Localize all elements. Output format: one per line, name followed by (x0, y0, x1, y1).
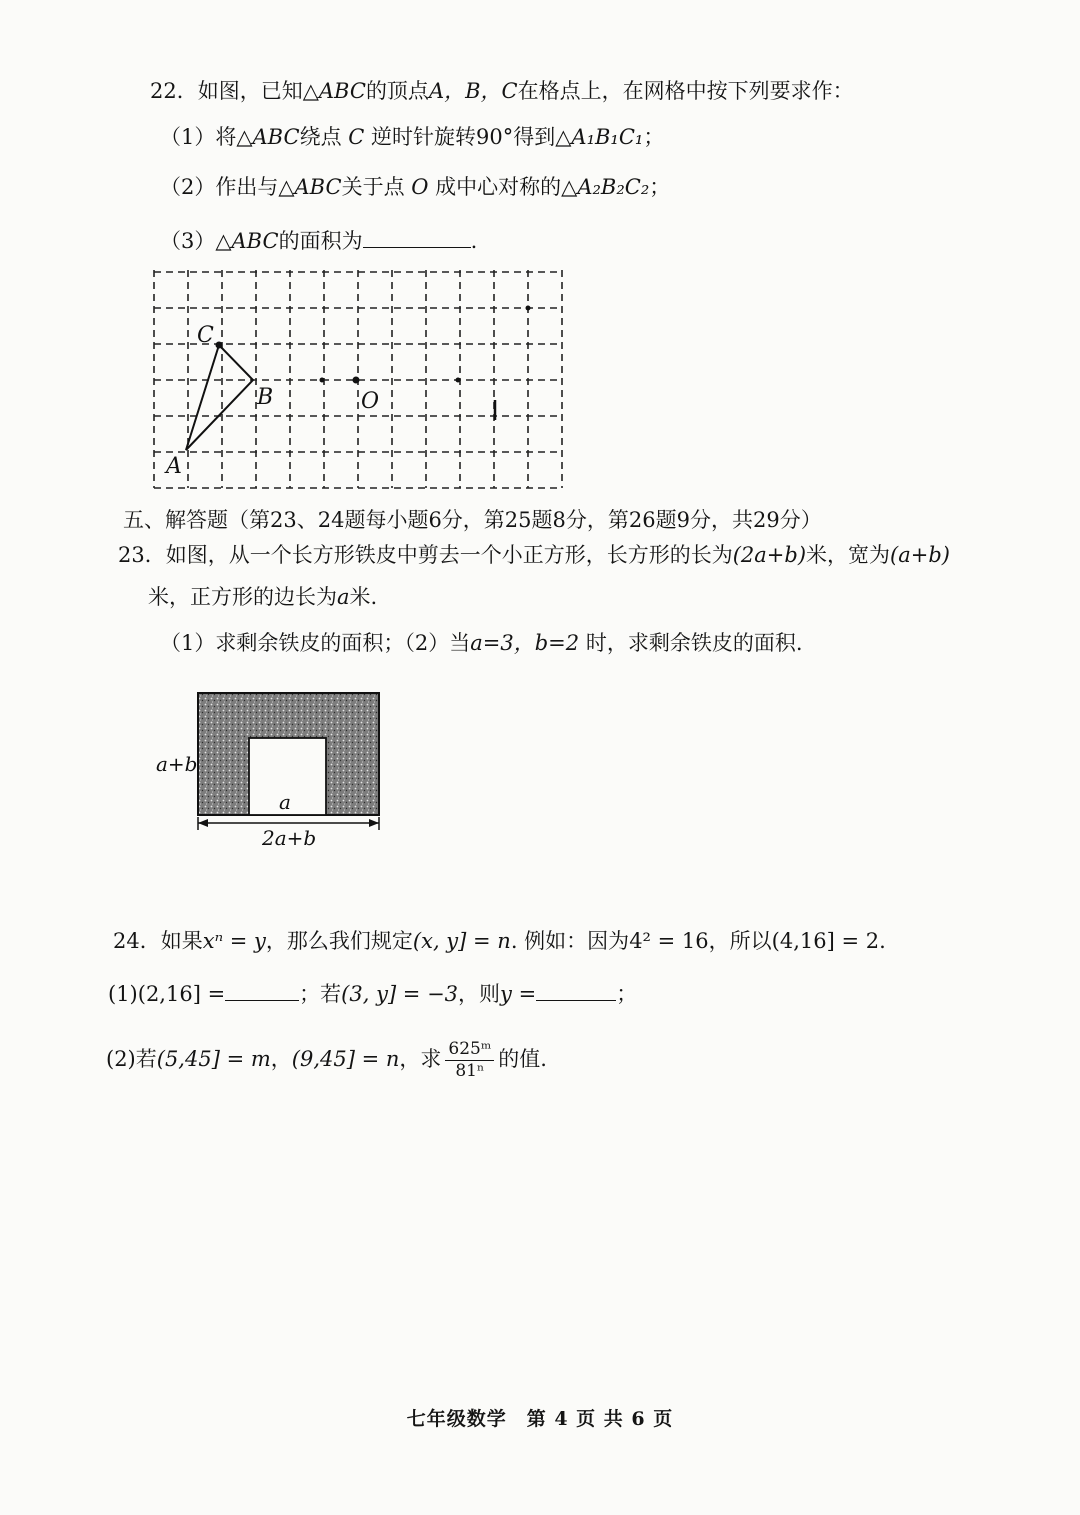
triangle-abc (186, 345, 253, 450)
section5-title: 五、解答题（第23、24题每小题6分，第25题8分，第26题9分，共29分） (123, 508, 822, 532)
answer-blank[interactable] (225, 978, 299, 1001)
q23-figure (150, 685, 395, 855)
q23-stem-cont: 米，正方形的边长为a米. (148, 585, 378, 609)
q22-grid-figure (140, 262, 580, 497)
point-o (353, 377, 360, 384)
grid-dot (456, 378, 461, 383)
q22-part3: （3）△ABC的面积为 . (160, 225, 477, 256)
q23-stem: 23．如图，从一个长方形铁皮中剪去一个小正方形，长方形的长为(2a+b)米，宽为(a+b) (118, 543, 950, 567)
grid-dot (526, 306, 531, 311)
label-square: a (279, 790, 291, 814)
page-footer: 七年级数学 第 4 页 共 6 页 (406, 1408, 674, 1430)
label-a: A (166, 454, 182, 479)
answer-blank[interactable] (363, 225, 471, 248)
q22-part2: （2）作出与△ABC关于点 O 成中心对称的△A₂B₂C₂； (160, 175, 671, 199)
q23-parts: （1）求剩余铁皮的面积；（2）当a=3，b=2 时，求剩余铁皮的面积. (160, 631, 803, 655)
label-c: C (197, 323, 214, 348)
label-side: a+b (156, 752, 198, 776)
q22-stem: 22．如图，已知△ABC的顶点A，B，C在格点上，在网格中按下列要求作： (150, 79, 854, 103)
point-c (216, 342, 223, 349)
grid-dot (320, 378, 325, 383)
q22-part1: （1）将△ABC绕点 C 逆时针旋转90°得到△A₁B₁C₁； (160, 125, 665, 149)
answer-blank[interactable] (536, 978, 616, 1001)
label-bottom: 2a+b (262, 826, 317, 850)
label-o: O (361, 389, 380, 414)
label-b: B (257, 385, 274, 410)
q24-part1: (1)(2,16] = ；若(3, y] = −3，则y = ； (108, 978, 637, 1009)
q24-stem: 24．如果xⁿ = y，那么我们规定(x, y] = n. 例如：因为4² = 16，所以(4,16] = 2. (113, 929, 886, 953)
q24-part2: (2)若(5,45] = m，(9,45] = n，求 $\frac{\text{625ᵐ}}{\text{81ⁿ}}$ 的值. (106, 1039, 547, 1081)
fraction: $\frac{\text{625ᵐ}}{\text{81ⁿ}}$ (445, 1039, 494, 1082)
